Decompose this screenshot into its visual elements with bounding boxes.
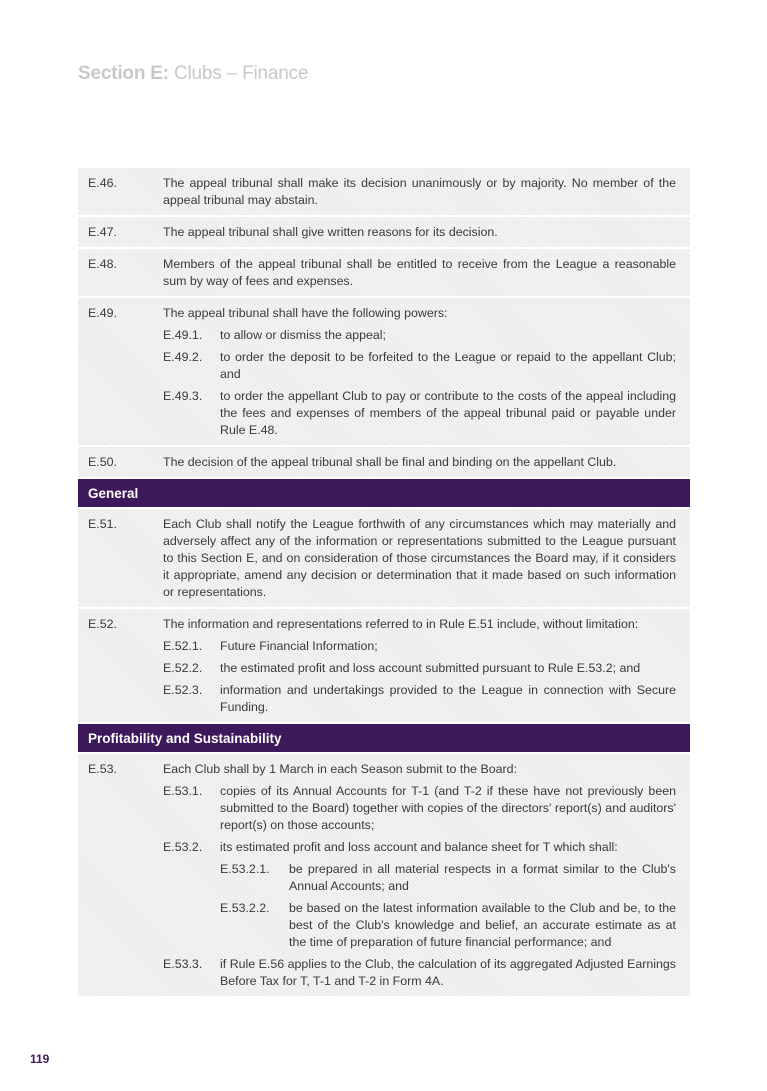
section-label: Section E: [78,63,169,84]
rule-number: E.49. [88,306,117,320]
rule-text: The appeal tribunal shall have the following powers: [163,306,448,320]
sub-rule-number: E.49.2. [163,350,203,364]
rule-number: E.47. [88,225,117,239]
rule-row [78,754,690,998]
sub-sub-rule-text: be based on the latest information available to the Club and be, to the best of the Club's knowledge and belief, an accurate estimate as at the time of preparation of future financial performance; and [289,901,676,949]
sub-rule-text: copies of its Annual Accounts for T-1 (and T-2 if these have not previously been submitted to the Board) together with copies of the directors' report(s) and auditors' report(s) on those accounts; [220,784,676,832]
section-header [78,63,308,85]
sub-rule-number: E.52.3. [163,683,203,697]
rule-text: Members of the appeal tribunal shall be entitled to receive from the League a reasonable sum by way of fees and expenses. [163,257,676,288]
rule-number: E.46. [88,176,117,190]
sub-rule [163,839,676,951]
rule-text: The appeal tribunal shall make its decision unanimously or by majority. No member of the appeal tribunal may abstain. [163,176,676,207]
rule-row [78,609,690,724]
rule-number: E.51. [88,517,117,531]
sub-rule [163,956,676,990]
sub-sub-rule-number: E.53.2.2. [220,901,270,915]
sub-rule-text: its estimated profit and loss account and balance sheet for T which shall: [220,840,618,854]
sub-rule-number: E.53.3. [163,957,203,971]
heading-profitability: Profitability and Sustainability [78,724,690,754]
sub-rule-number: E.52.1. [163,639,203,653]
rule-text: Each Club shall notify the League forthwith of any circumstances which may materially and adversely affect any of the information or representations submitted to the League pursuant to this Section E, and on consideration of those circumstances the Board may, if it considers it appropriate, amend any decision or determination that it made based on such information or representations. [163,517,676,599]
sub-rule-number: E.49.3. [163,389,203,403]
page-number: 119 [30,1052,50,1066]
sub-sub-rule [220,900,676,951]
sub-rule-text: to order the deposit to be forfeited to the League or repaid to the appellant Club; and [220,350,676,381]
sub-rule-number: E.53.1. [163,784,203,798]
rule-text: The decision of the appeal tribunal shall be final and binding on the appellant Club. [163,455,617,469]
rule-number: E.48. [88,257,117,271]
sub-rule-number: E.49.1. [163,328,203,342]
rule-row [78,298,690,447]
rule-row [78,447,690,479]
rule-number: E.50. [88,455,117,469]
sub-rule [163,660,676,677]
sub-rule-number: E.53.2. [163,840,203,854]
sub-rule-text: to order the appellant Club to pay or contribute to the costs of the appeal including the fees and expenses of members of the appeal tribunal paid or payable under Rule E.48. [220,389,676,437]
sub-sub-rule-text: be prepared in all material respects in a format similar to the Club's Annual Accounts; and [289,862,676,893]
sub-sub-rule [220,861,676,895]
sub-rule [163,388,676,439]
sub-rule-text: if Rule E.56 applies to the Club, the calculation of its aggregated Adjusted Earnings Before Tax for T, T-1 and T-2 in Form 4A. [220,957,676,988]
sub-rule-text: the estimated profit and loss account submitted pursuant to Rule E.53.2; and [220,661,641,675]
rule-text: The information and representations referred to in Rule E.51 include, without limitation: [163,617,639,631]
rule-row [78,509,690,609]
rule-row [78,249,690,298]
rule-text: The appeal tribunal shall give written reasons for its decision. [163,225,498,239]
sub-rule-text: information and undertakings provided to the League in connection with Secure Funding. [220,683,676,714]
rule-row [78,217,690,249]
rule-number: E.52. [88,617,117,631]
sub-rule [163,783,676,834]
sub-rule [163,327,676,344]
rule-number: E.53. [88,762,117,776]
rule-text: Each Club shall by 1 March in each Season submit to the Board: [163,762,518,776]
sub-rule [163,682,676,716]
sub-rule-text: Future Financial Information; [220,639,378,653]
section-title: Clubs – Finance [174,63,309,84]
sub-sub-rule-number: E.53.2.1. [220,862,270,876]
sub-rule-text: to allow or dismiss the appeal; [220,328,386,342]
sub-rule-number: E.52.2. [163,661,203,675]
sub-rule [163,638,676,655]
rule-row [78,168,690,217]
sub-rule [163,349,676,383]
heading-general: General [78,479,690,509]
rules-table [78,168,690,998]
